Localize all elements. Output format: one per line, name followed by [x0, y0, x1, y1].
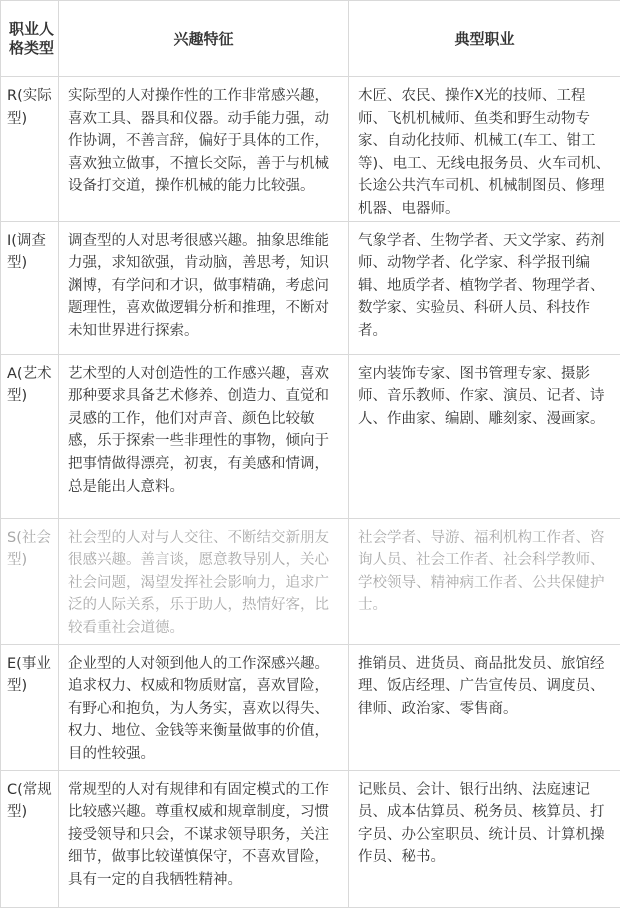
- typical-careers: 社会学者、导游、福利机构工作者、咨询人员、社会工作者、社会科学教师、学校领导、精神病工作者、公共保健护士。: [349, 518, 620, 644]
- header-type: 职业人格类型: [1, 1, 59, 77]
- header-career: 典型职业: [349, 1, 620, 77]
- interest-trait: 调查型的人对思考很感兴趣。抽象思维能力强，求知欲强，肯动脑，善思考，知识渊博，有学问和才识，做事精确，考虑问题理性，喜欢做逻辑分析和推理，不断对未知世界进行探索。: [59, 221, 349, 354]
- typical-careers: 木匠、农民、操作X光的技师、工程师、飞机机械师、鱼类和野生动物专家、自动化技师、机械工(车工、钳工等)、电工、无线电报务员、火车司机、长途公共汽车司机、机械制图员、修理机器、电器师。: [349, 77, 620, 222]
- table-row: [1, 518, 620, 644]
- table-row: [1, 77, 620, 222]
- header-row: [1, 1, 620, 77]
- typical-careers: 推销员、进货员、商品批发员、旅馆经理、饭店经理、广告宣传员、调度员、律师、政治家、零售商。: [349, 644, 620, 770]
- personality-type: I(调查型): [1, 221, 59, 354]
- typical-careers: 室内装饰专家、图书管理专家、摄影师、音乐教师、作家、演员、记者、诗人、作曲家、编剧、雕刻家、漫画家。: [349, 354, 620, 518]
- interest-trait: 社会型的人对与人交往、不断结交新朋友很感兴趣。善言谈，愿意教导别人，关心社会问题，渴望发挥社会影响力，追求广泛的人际关系，乐于助人，热情好客，比较看重社会道德。: [59, 518, 349, 644]
- interest-trait: 艺术型的人对创造性的工作感兴趣，喜欢那种要求具备艺术修养、创造力、直觉和灵感的工作，他们对声音、颜色比较敏感，乐于探索一些非理性的事物，倾向于把事情做得漂亮，初衷，有美感和情调，总是能出人意料。: [59, 354, 349, 518]
- personality-type: R(实际型): [1, 77, 59, 222]
- interest-trait: 企业型的人对领到他人的工作深感兴趣。追求权力、权威和物质财富，喜欢冒险，有野心和抱负，为人务实，喜欢以得失、权力、地位、金钱等来衡量做事的价值，目的性较强。: [59, 644, 349, 770]
- personality-type: S(社会型): [1, 518, 59, 644]
- interest-trait: 实际型的人对操作性的工作非常感兴趣，喜欢工具、器具和仪器。动手能力强，动作协调，不善言辞，偏好于具体的工作，喜欢独立做事，不擅长交际，善于与机械设备打交道，操作机械的能力比较强。: [59, 77, 349, 222]
- personality-type: C(常规型): [1, 770, 59, 907]
- table-row: [1, 770, 620, 907]
- table-row: [1, 354, 620, 518]
- typical-careers: 记账员、会计、银行出纳、法庭速记员、成本估算员、税务员、核算员、打字员、办公室职员、统计员、计算机操作员、秘书。: [349, 770, 620, 907]
- table-row: [1, 221, 620, 354]
- table-row: [1, 644, 620, 770]
- personality-type: A(艺术型): [1, 354, 59, 518]
- interest-trait: 常规型的人对有规律和有固定模式的工作比较感兴趣。尊重权威和规章制度，习惯接受领导和只会，不谋求领导职务，关注细节，做事比较谨慎保守，不喜欢冒险，具有一定的自我牺牲精神。: [59, 770, 349, 907]
- typical-careers: 气象学者、生物学者、天文学家、药剂师、动物学者、化学家、科学报刊编辑、地质学者、植物学者、物理学者、数学家、实验员、科研人员、科技作者。: [349, 221, 620, 354]
- header-interest: 兴趣特征: [59, 1, 349, 77]
- personality-type: E(事业型): [1, 644, 59, 770]
